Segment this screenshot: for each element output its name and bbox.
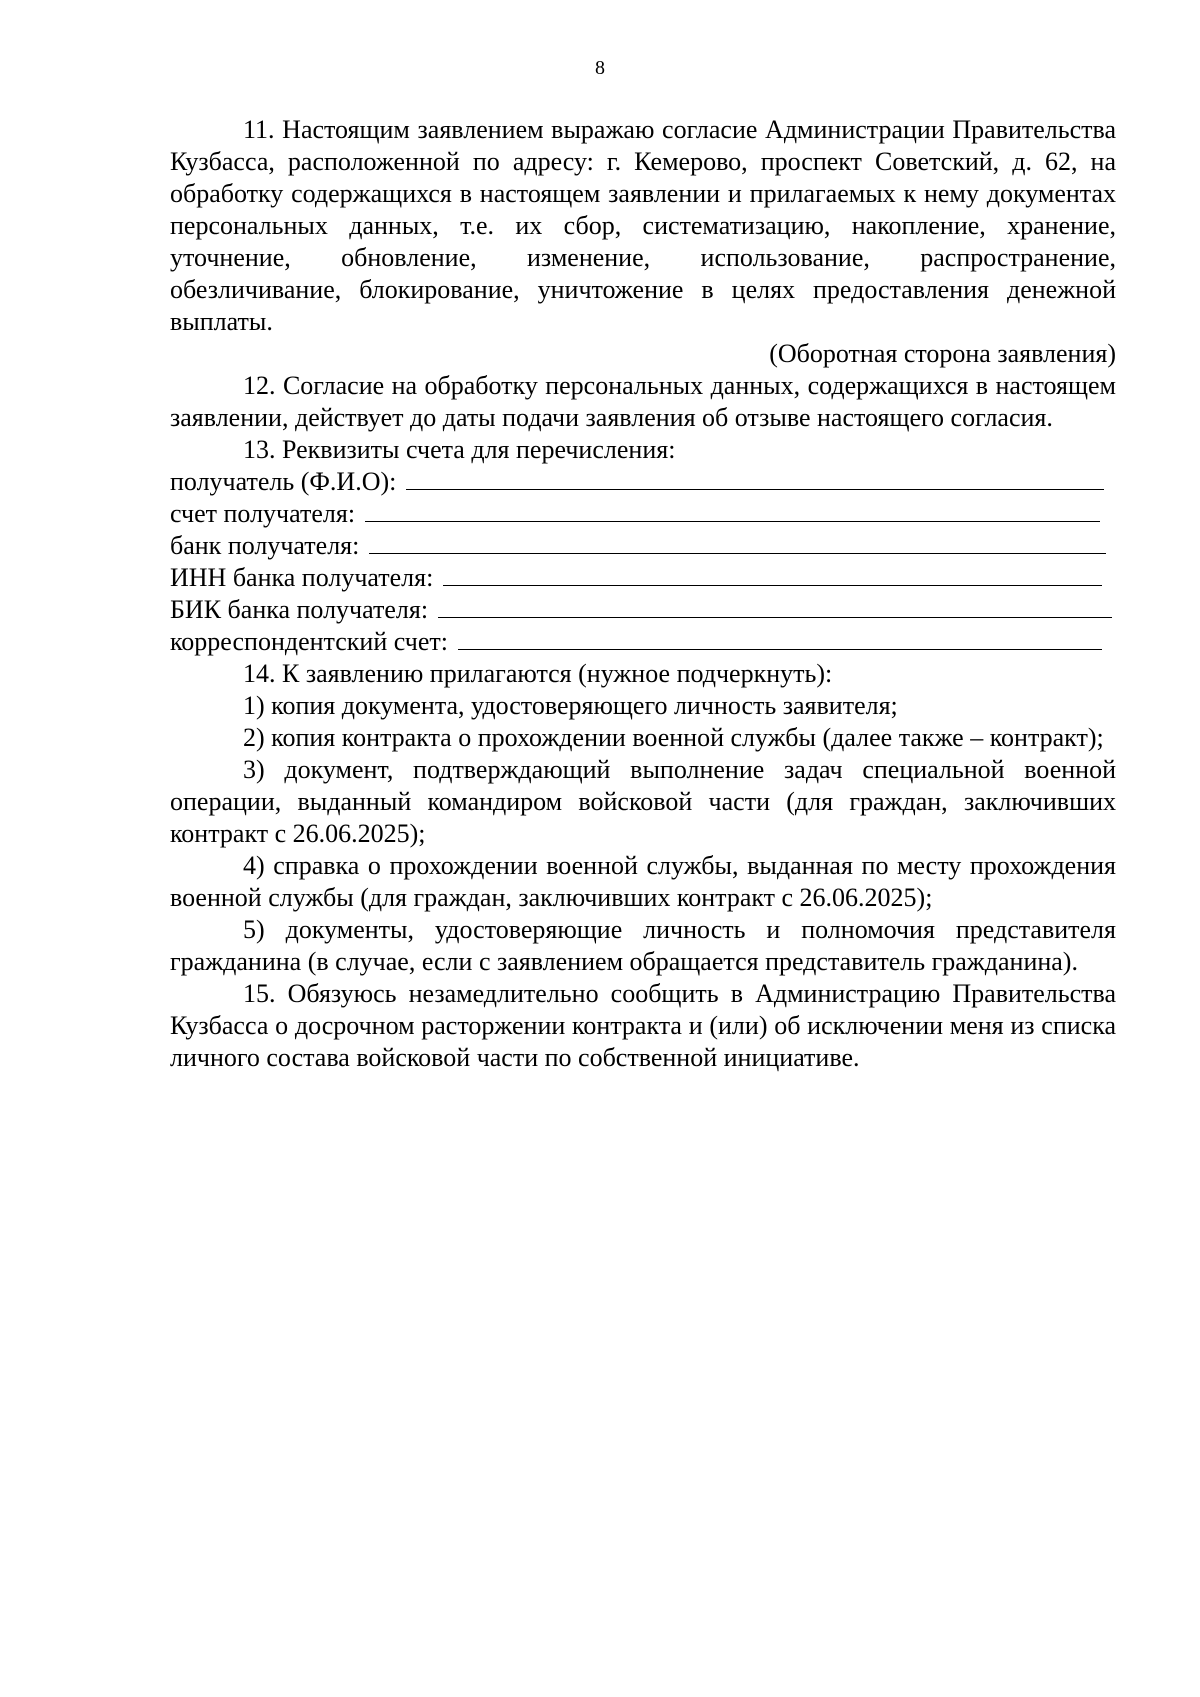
recipient-name-field[interactable]: [170, 466, 1116, 498]
recipient-bank-field[interactable]: [170, 530, 1116, 562]
paragraph-12-consent-duration: 12. Согласие на обработку персональных данных, содержащихся в настоящем заявлении, действует до даты подачи заявления об отзыве настоящего согласия.: [170, 371, 1116, 432]
fill-line[interactable]: [365, 521, 1100, 522]
attachment-item: 2) копия контракта о прохождении военной службы (далее также – контракт);: [243, 723, 1104, 752]
field-label: банк получателя:: [170, 531, 360, 560]
field-label: счет получателя:: [170, 499, 356, 528]
attachment-item: 3) документ, подтверждающий выполнение задач специальной военной операции, выданный командиром войсковой части (для граждан, заключивших контракт с 26.06.2025);: [170, 755, 1116, 848]
attachment-item: 4) справка о прохождении военной службы, выданная по месту прохождения военной службы (для граждан, заключивших контракт с 26.06.2025);: [170, 851, 1116, 912]
paragraph-13-account-title: 13. Реквизиты счета для перечисления:: [243, 435, 676, 464]
field-label: получатель (Ф.И.О):: [170, 467, 397, 496]
fill-line[interactable]: [438, 617, 1112, 618]
attachment-item: 5) документы, удостоверяющие личность и полномочия представителя гражданина (в случае, если с заявлением обращается представитель гражданина).: [170, 915, 1116, 976]
reverse-side-note: (Оборотная сторона заявления): [769, 339, 1116, 368]
bank-inn-field[interactable]: [170, 562, 1116, 594]
page-number: 8: [595, 57, 605, 79]
paragraph-15-obligation: 15. Обязуюсь незамедлительно сообщить в Администрацию Правительства Кузбасса о досрочном расторжении контракта и (или) об исключении меня из списка личного состава войсковой части по собственной инициативе.: [170, 979, 1116, 1072]
fill-line[interactable]: [406, 489, 1104, 490]
fill-line[interactable]: [458, 649, 1102, 650]
fill-line[interactable]: [443, 585, 1102, 586]
document-body: [170, 114, 1116, 1074]
correspondent-account-field[interactable]: [170, 626, 1116, 658]
recipient-account-field[interactable]: [170, 498, 1116, 530]
field-label: ИНН банка получателя:: [170, 563, 434, 592]
paragraph-14-attachments-title: 14. К заявлению прилагаются (нужное подчеркнуть):: [243, 659, 833, 688]
field-label: корреспондентский счет:: [170, 627, 448, 656]
paragraph-11-consent: 11. Настоящим заявлением выражаю согласие Администрации Правительства Кузбасса, расположенной по адресу: г. Кемерово, проспект Советский, д. 62, на обработку содержащихся в настоящем заявлении и прилагаемых к нему документах персональных данных, т.е. их сбор, систематизацию, накопление, хранение, уточнение, обновление, изменение, использование, распространение, обезличивание, блокирование, уничтожение в целях предоставления денежной выплаты.: [170, 115, 1116, 336]
bank-bik-field[interactable]: [170, 594, 1116, 626]
attachment-item: 1) копия документа, удостоверяющего личность заявителя;: [243, 691, 898, 720]
field-label: БИК банка получателя:: [170, 595, 429, 624]
fill-line[interactable]: [369, 553, 1106, 554]
